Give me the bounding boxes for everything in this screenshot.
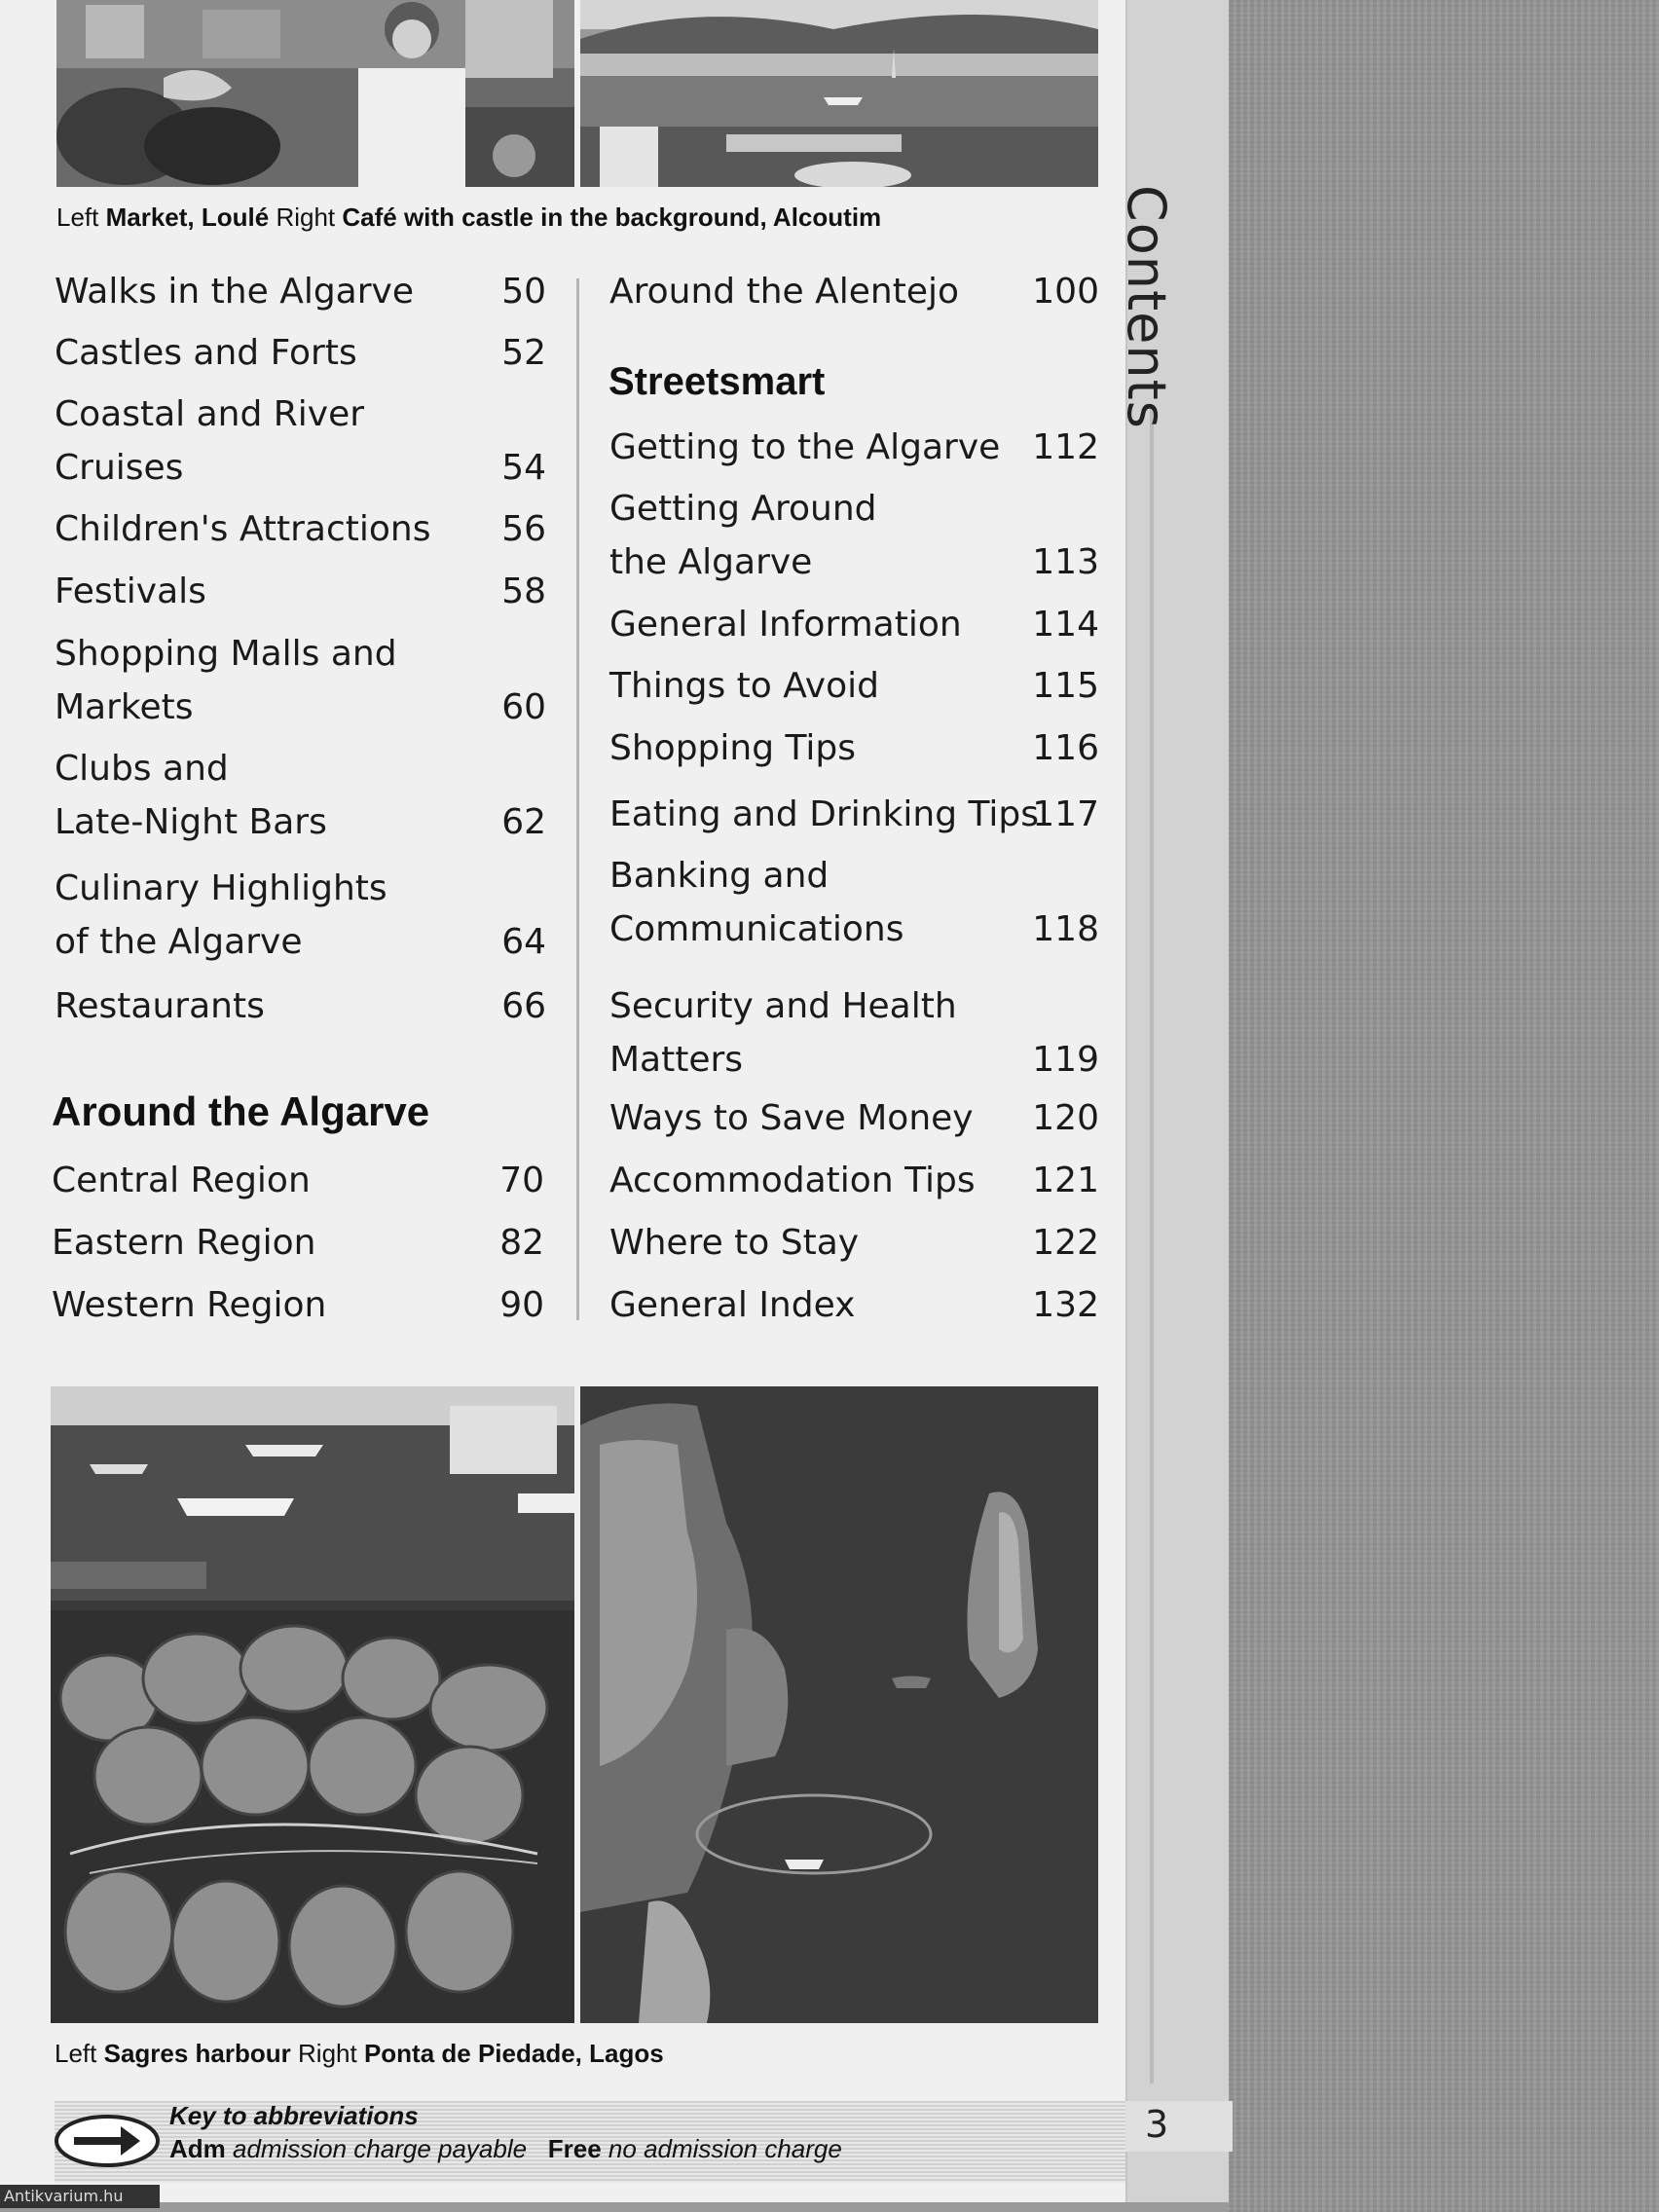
background-surface [1227,0,1659,2212]
toc-entry-label: Shopping Malls and [55,634,397,674]
toc-entry-page: 66 [501,986,546,1026]
toc-entry-page: 119 [1032,1040,1099,1080]
toc-entry-page: 56 [501,509,546,549]
toc-entry-label: Security and Health [609,986,957,1026]
toc-entry-label: Things to Avoid [609,666,879,706]
caption-right-label: Right [298,2039,357,2068]
toc-entry-page: 114 [1032,605,1099,645]
abbreviations-key-box [55,2101,1125,2183]
toc-entry-label: Restaurants [55,986,265,1026]
toc-entry-page: 122 [1032,1223,1099,1263]
toc-entry-label: Accommodation Tips [609,1161,976,1200]
toc-entry-label: Markets [55,687,194,727]
photo-sagres-harbour [51,1386,574,2023]
side-title: Contents [1116,185,1177,429]
toc-entry-label: Eating and Drinking Tips [609,794,1039,834]
toc-entry-page: 90 [499,1285,544,1325]
toc-entry-label: Matters [609,1040,744,1080]
toc-entry-page: 64 [501,922,546,962]
caption-left-text: Market, Loulé [105,203,270,232]
toc-entry-label: Banking and [609,856,830,896]
toc-entry-label: General Information [609,605,962,645]
arrow-icon [55,2115,160,2171]
toc-entry-page: 121 [1032,1161,1099,1200]
toc-entry-label: Where to Stay [609,1223,860,1263]
toc-entry-page: 50 [501,272,546,312]
toc-entry-label: Shopping Tips [609,728,857,768]
caption-left-label: Left [56,203,99,232]
caption-left-text: Sagres harbour [103,2039,291,2068]
toc-entry-label: Coastal and River [55,394,365,434]
key-title: Key to abbreviations [169,2101,419,2130]
toc-entry-page: 54 [501,448,546,488]
top-caption [56,203,881,233]
toc-entry-label: Walks in the Algarve [55,272,414,312]
toc-entry-label: Children's Attractions [55,509,431,549]
toc-entry-page: 52 [501,333,546,373]
section-heading-around-algarve: Around the Algarve [52,1088,430,1134]
toc-entry-page: 60 [501,687,546,727]
toc-entry-page: 117 [1032,794,1099,834]
toc-entry-label: the Algarve [609,542,813,582]
toc-entry-label: Communications [609,909,904,949]
toc-entry-page: 62 [501,802,546,842]
toc-entry-page: 82 [499,1223,544,1263]
toc-entry-page: 112 [1032,427,1099,467]
toc-entry-label: Castles and Forts [55,333,357,373]
photo-ponta-de-piedade [580,1386,1098,2023]
toc-entry-label: General Index [609,1285,856,1325]
toc-entry-page: 70 [499,1161,544,1200]
toc-entry-label: Western Region [52,1285,327,1325]
caption-left-label: Left [55,2039,97,2068]
toc-entry-label: Clubs and [55,749,229,789]
toc-entry-page: 113 [1032,542,1099,582]
toc-entry-label: Ways to Save Money [609,1098,974,1138]
page-number: 3 [1145,2103,1169,2146]
toc-entry-page: 58 [501,571,546,611]
toc-entry-label: of the Algarve [55,922,303,962]
toc-entry-label: Festivals [55,571,206,611]
photo-market-loule [56,0,574,187]
toc-entry-label: Getting Around [609,489,877,529]
toc-entry-label: Late-Night Bars [55,802,327,842]
caption-right-text: Café with castle in the background, Alcoutim [342,203,882,232]
toc-entry-page: 116 [1032,728,1099,768]
caption-right-label: Right [276,203,336,232]
toc-entry-label: Central Region [52,1161,311,1200]
bottom-caption [55,2039,664,2069]
key-adm-abbr: Adm [169,2134,226,2163]
toc-entry-page: 118 [1032,909,1099,949]
toc-entry-page: 120 [1032,1098,1099,1138]
toc-entry-label: Around the Alentejo [609,272,959,312]
key-free-desc: no admission charge [608,2134,842,2163]
toc-entry-page: 115 [1032,666,1099,706]
watermark: Antikvarium.hu [0,2185,160,2208]
page-number-box [1125,2101,1233,2152]
caption-right-text: Ponta de Piedade, Lagos [363,2039,664,2068]
toc-entry-label: Getting to the Algarve [609,427,1001,467]
toc-entry-label: Eastern Region [52,1223,316,1263]
key-adm-desc: admission charge payable [233,2134,528,2163]
toc-entry-page: 132 [1032,1285,1099,1325]
section-heading-streetsmart: Streetsmart [608,360,826,403]
toc-entry-page: 100 [1032,272,1099,312]
key-free-abbr: Free [547,2134,602,2163]
toc-entry-label: Culinary Highlights [55,868,387,908]
side-strip-line [1150,409,1154,2083]
photo-cafe-alcoutim [580,0,1098,187]
column-divider [576,278,579,1320]
key-definitions [169,2134,842,2164]
toc-entry-label: Cruises [55,448,184,488]
